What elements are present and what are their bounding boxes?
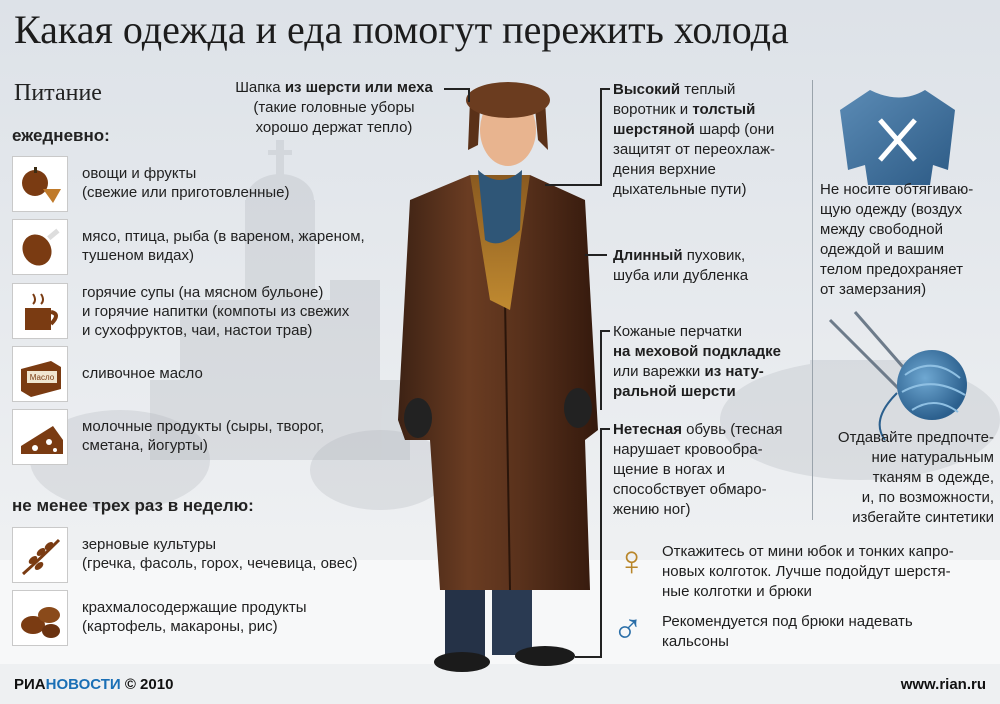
shoes-line: способствует обмаро- [613,481,767,498]
gloves-pointer [600,330,610,332]
shoes-line: щение в ногах и [613,461,725,478]
meat-leg-icon [12,219,68,275]
collar-pointer [600,88,602,186]
daily-label: ежедневно: [12,126,110,145]
shoes-bold: Нетесная [613,421,682,438]
potato-icon [12,590,68,646]
shoes-pointer [600,428,610,430]
food-line: крахмалосодержащие продукты [82,599,307,616]
male-line: Рекомендуется под брюки надевать [662,613,913,630]
natural-line: избегайте синтетики [852,509,994,526]
hat-line: хорошо держат тепло) [255,119,413,136]
coat-text: пуховик, [682,247,746,264]
collar-line: дения верхние [613,161,716,178]
food-line: (картофель, макароны, рис) [82,618,278,635]
gloves-pointer [600,330,602,410]
collar-pointer [600,88,610,90]
female-line: ные колготки и брюки [662,583,812,600]
food-row [12,527,392,583]
collar-bold: шерстяной [613,121,695,138]
shoes-text: обувь (тесная [681,421,783,438]
food-row [12,156,392,212]
male-symbol-icon: ♂ [612,605,644,652]
brand-part: РИА [14,676,46,693]
collar-text: шарф (они [694,121,775,138]
tight-line: от замерзания) [820,281,927,298]
butter-icon [12,346,68,402]
hat-pointer [444,88,470,90]
weekly-label: не менее трех раз в неделю: [12,496,254,515]
food-line: сливочное масло [82,365,203,382]
male-line: кальсоны [662,633,729,650]
ria-logo [14,676,173,693]
tight-line: Не носите обтягиваю- [820,181,974,198]
female-line: новых колготок. Лучше подойдут шерстя- [662,563,951,580]
tight-clothes-note [820,180,996,300]
brand-part-accent: НОВОСТИ [45,676,121,693]
grain-icon [12,527,68,583]
tight-line: телом предохраняет [820,261,963,278]
butter-label: Масло [29,373,55,382]
hat-line: (такие головные уборы [253,99,415,116]
gloves-note [613,322,813,402]
hat-note [224,78,444,138]
collar-text: воротник и [613,101,693,118]
food-line: овощи и фрукты [82,165,197,182]
collar-bold: Высокий [613,81,681,98]
food-line: и сухофруктов, чаи, настои трав) [82,322,313,339]
fruit-vegetables-icon [12,156,68,212]
shoes-pointer [600,428,602,658]
gloves-text: или варежки [613,363,705,380]
nutrition-heading: Питание [14,80,102,106]
coat-note [613,246,813,286]
food-row [12,409,392,465]
collar-bold: толстый [692,101,756,118]
tight-line: между свободной [820,221,943,238]
hat-bold: из шерсти или меха [284,79,433,96]
food-line: (гречка, фасоль, горох, чечевица, овес) [82,555,358,572]
gloves-bold: на меховой подкладке [613,343,781,360]
shoes-pointer [575,656,602,658]
collar-line: защитят от переохлаж- [613,141,775,158]
collar-pointer [545,184,602,186]
food-line: тушеном видах) [82,247,194,264]
food-line: и горячие напитки (компоты из свежих [82,303,350,320]
site-url[interactable]: www.rian.ru [900,676,986,693]
female-line: Откажитесь от мини юбок и тонких капро- [662,543,954,560]
natural-line: и, по возможности, [861,489,994,506]
hat-pointer [468,88,470,102]
coat-line: шуба или дубленка [613,267,749,284]
copyright: © 2010 [120,676,174,693]
food-line: (свежие или приготовленные) [82,184,290,201]
food-line: молочные продукты (сыры, творог, [82,418,325,435]
food-line: сметана, йогурты) [82,437,208,454]
natural-line: тканям в одежде, [872,469,994,486]
hot-cup-icon [12,283,68,339]
food-row [12,283,392,339]
food-line: горячие супы (на мясном бульоне) [82,284,324,301]
natural-line: ние натуральным [871,449,994,466]
coat-pointer [585,254,607,256]
natural-line: Отдавайте предпочте- [837,429,994,446]
female-symbol-icon: ♀ [616,537,648,584]
shoes-line: нарушает кровообра- [613,441,763,458]
column-divider [812,80,813,520]
shoes-line: жению ног) [613,501,691,518]
shoes-note [613,420,813,520]
food-line: мясо, птица, рыба (в вареном, жареном, [82,228,365,245]
food-row [12,590,392,646]
food-row [12,346,392,402]
gloves-line: Кожаные перчатки [613,323,742,340]
food-row [12,219,392,275]
food-line: зерновые культуры [82,536,217,553]
tight-line: одеждой и вашим [820,241,945,258]
collar-note [613,80,813,200]
natural-fabric-note [818,428,994,528]
collar-text: теплый [680,81,736,98]
gloves-bold: из нату- [704,363,764,380]
hat-text: Шапка [235,79,285,96]
cheese-icon [12,409,68,465]
female-note [662,542,996,602]
male-note [662,612,996,652]
coat-bold: Длинный [613,247,683,264]
gloves-bold: ральной шерсти [613,383,736,400]
page-title: Какая одежда и еда помогут пережить холода [14,7,789,52]
collar-line: дыхательные пути) [613,181,747,198]
tight-line: щую одежду (воздух [820,201,963,218]
